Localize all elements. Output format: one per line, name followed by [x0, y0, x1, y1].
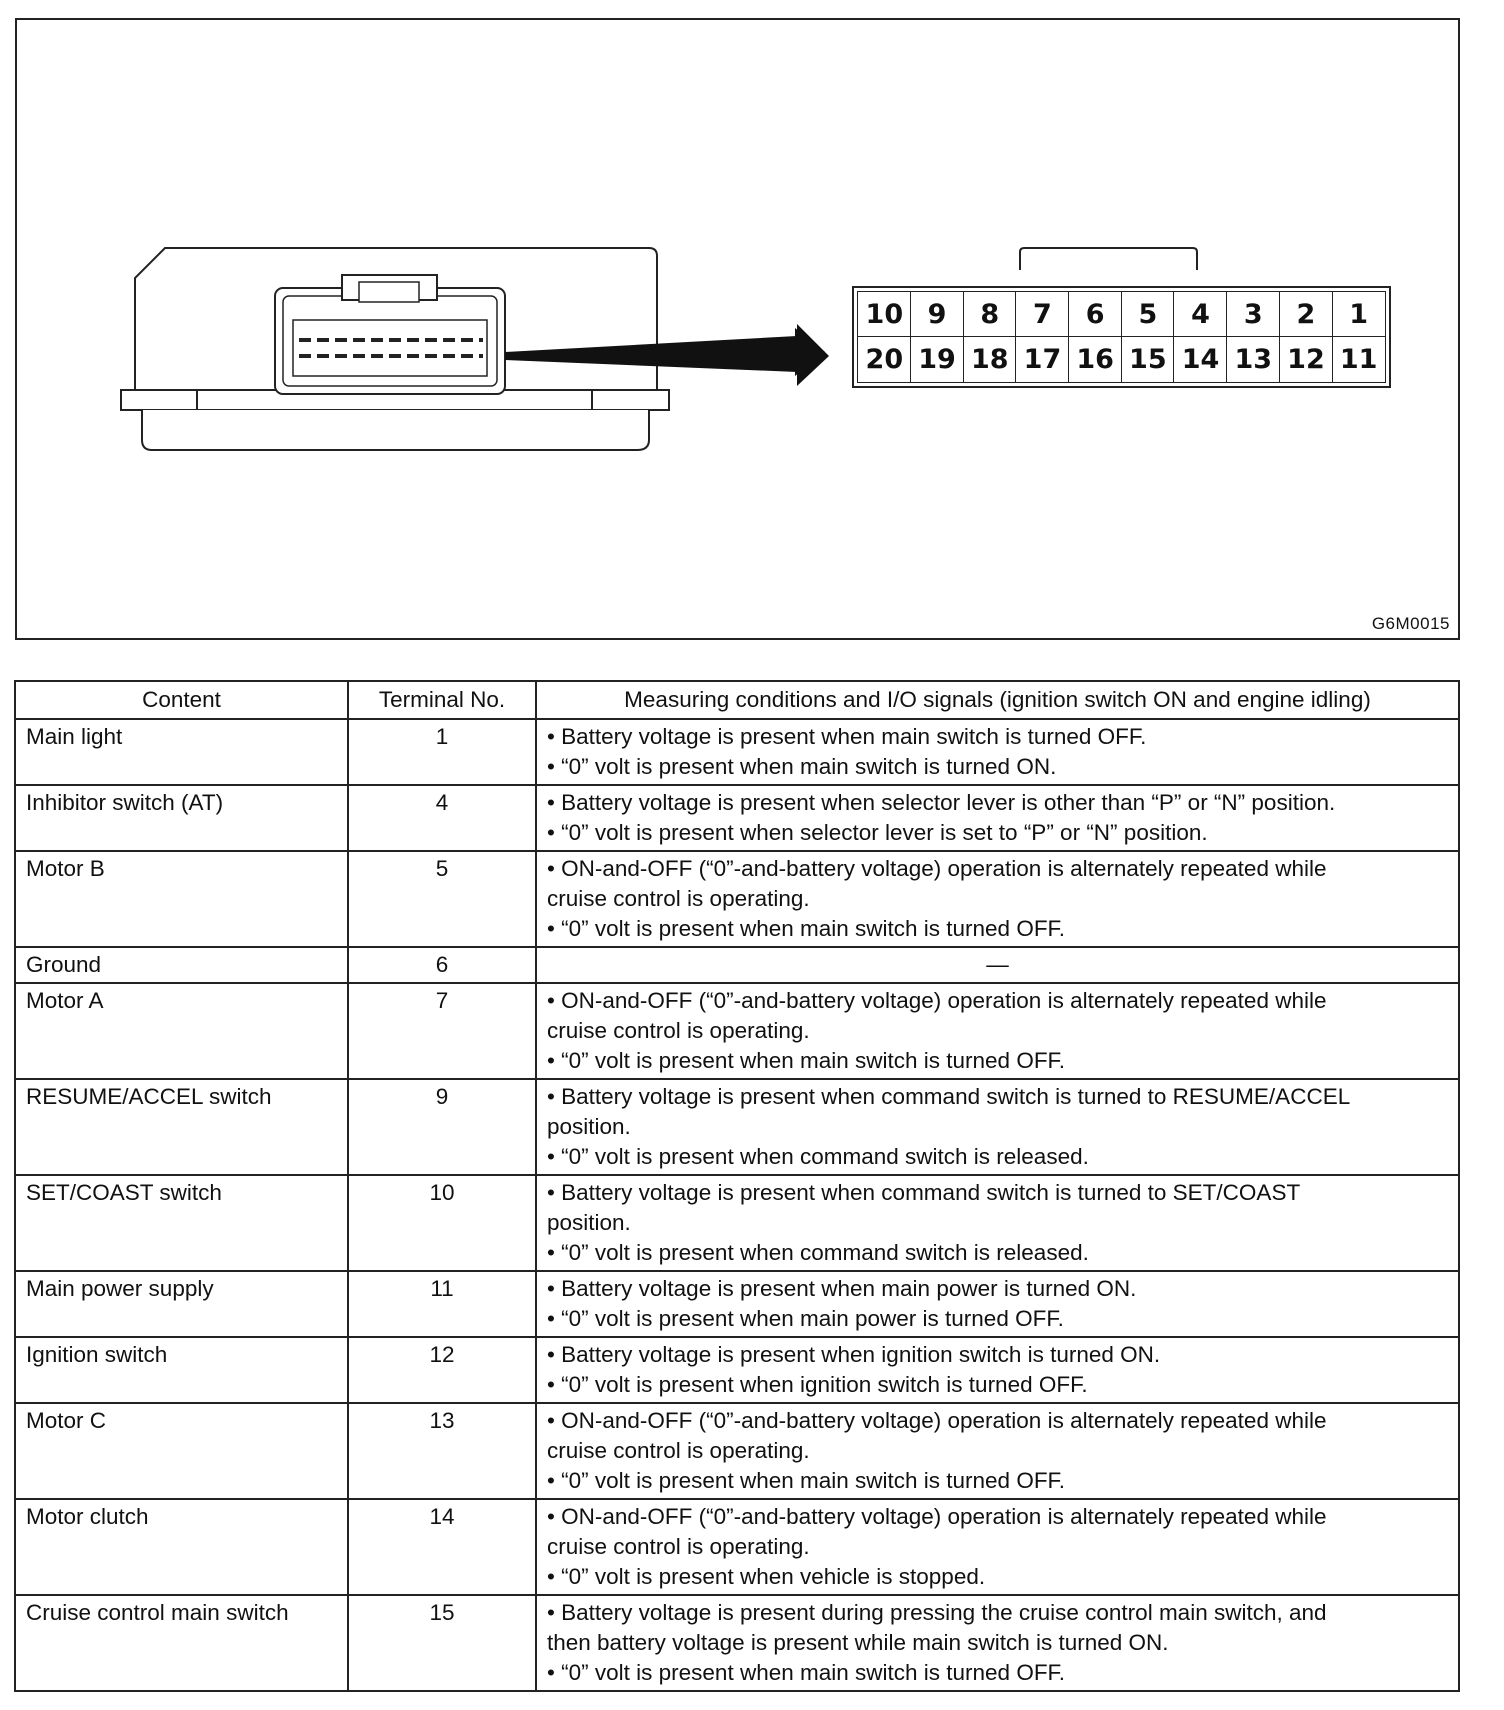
pin-cell: 8 — [963, 291, 1017, 338]
measuring-line: • ON-and-OFF (“0”-and-battery voltage) operation is alternately repeated while — [547, 1408, 1327, 1433]
pin-cell: 5 — [1121, 291, 1175, 338]
content-cell: Motor clutch — [15, 1499, 348, 1595]
pin-cell: 7 — [1015, 291, 1069, 338]
measuring-cell — [536, 1175, 1459, 1271]
table-row — [15, 1499, 1459, 1595]
pin-cell: 10 — [857, 291, 911, 338]
measuring-line: • “0” volt is present when main switch is turned OFF. — [547, 1048, 1066, 1073]
measuring-line: • “0” volt is present when main switch is turned OFF. — [547, 1660, 1066, 1685]
measuring-line: • “0” volt is present when main switch is turned OFF. — [547, 1468, 1066, 1493]
content-cell: Cruise control main switch — [15, 1595, 348, 1691]
content-cell: Inhibitor switch (AT) — [15, 785, 348, 851]
terminal-table — [14, 680, 1460, 1692]
pin-cell: 19 — [910, 336, 964, 383]
table-row — [15, 1175, 1459, 1271]
pin-cell: 3 — [1226, 291, 1280, 338]
terminal-cell: 4 — [348, 785, 536, 851]
table-row — [15, 851, 1459, 947]
terminal-cell: 7 — [348, 983, 536, 1079]
measuring-line: • “0” volt is present when main switch is turned OFF. — [547, 916, 1066, 941]
pin-cell: 12 — [1279, 336, 1333, 383]
terminal-cell: 15 — [348, 1595, 536, 1691]
content-cell: Motor B — [15, 851, 348, 947]
terminal-cell: 12 — [348, 1337, 536, 1403]
header-content: Content — [15, 681, 348, 719]
table-row — [15, 947, 1459, 983]
pin-cell: 2 — [1279, 291, 1333, 338]
measuring-cell — [536, 947, 1459, 983]
measuring-line: • “0” volt is present when ignition switch is turned OFF. — [547, 1372, 1088, 1397]
content-cell: Ground — [15, 947, 348, 983]
figure-id: G6M0015 — [1371, 614, 1450, 633]
table-row — [15, 785, 1459, 851]
measuring-line: • Battery voltage is present when ignition switch is turned ON. — [547, 1342, 1161, 1367]
content-cell: Motor A — [15, 983, 348, 1079]
measuring-line: • “0” volt is present when selector lever is set to “P” or “N” position. — [547, 820, 1208, 845]
content-cell: Ignition switch — [15, 1337, 348, 1403]
table-row — [15, 719, 1459, 785]
measuring-line: • Battery voltage is present when command switch is turned to RESUME/ACCEL — [547, 1084, 1351, 1109]
header-terminal: Terminal No. — [348, 681, 536, 719]
terminal-cell: 5 — [348, 851, 536, 947]
measuring-line: • Battery voltage is present during pressing the cruise control main switch, and — [547, 1600, 1327, 1625]
pin-cell: 4 — [1173, 291, 1227, 338]
pin-cell: 20 — [857, 336, 911, 383]
pin-cell: 17 — [1015, 336, 1069, 383]
measuring-cell — [536, 983, 1459, 1079]
measuring-line: cruise control is operating. — [547, 1534, 810, 1559]
pin-cell: 9 — [910, 291, 964, 338]
connector-pin-grid — [852, 286, 1391, 388]
measuring-line: • “0” volt is present when vehicle is stopped. — [547, 1564, 986, 1589]
measuring-line: • “0” volt is present when command switch is released. — [547, 1144, 1089, 1169]
pin-cell: 14 — [1173, 336, 1227, 383]
measuring-line: • ON-and-OFF (“0”-and-battery voltage) operation is alternately repeated while — [547, 856, 1327, 881]
measuring-line: position. — [547, 1114, 631, 1139]
pin-cell: 16 — [1068, 336, 1122, 383]
terminal-cell: 9 — [348, 1079, 536, 1175]
pin-cell: 13 — [1226, 336, 1280, 383]
measuring-cell — [536, 1271, 1459, 1337]
measuring-line: cruise control is operating. — [547, 886, 810, 911]
table-row — [15, 1079, 1459, 1175]
measuring-cell — [536, 1337, 1459, 1403]
pin-cell: 6 — [1068, 291, 1122, 338]
measuring-line: position. — [547, 1210, 631, 1235]
content-cell: Motor C — [15, 1403, 348, 1499]
measuring-cell — [536, 851, 1459, 947]
measuring-line: • “0” volt is present when main power is turned OFF. — [547, 1306, 1064, 1331]
measuring-line: cruise control is operating. — [547, 1438, 810, 1463]
measuring-line: • Battery voltage is present when main power is turned ON. — [547, 1276, 1137, 1301]
terminal-cell: 10 — [348, 1175, 536, 1271]
table-row — [15, 1403, 1459, 1499]
measuring-line: then battery voltage is present while main switch is turned ON. — [547, 1630, 1169, 1655]
terminal-cell: 14 — [348, 1499, 536, 1595]
pin-cell: 1 — [1332, 291, 1386, 338]
measuring-line: • Battery voltage is present when command switch is turned to SET/COAST — [547, 1180, 1301, 1205]
terminal-cell: 6 — [348, 947, 536, 983]
table-row — [15, 983, 1459, 1079]
header-measuring: Measuring conditions and I/O signals (ignition switch ON and engine idling) — [536, 681, 1459, 719]
measuring-line: • Battery voltage is present when main switch is turned OFF. — [547, 724, 1147, 749]
measuring-line: cruise control is operating. — [547, 1018, 810, 1043]
measuring-line: • “0” volt is present when command switch is released. — [547, 1240, 1089, 1265]
measuring-cell — [536, 1499, 1459, 1595]
terminal-cell: 1 — [348, 719, 536, 785]
table-row — [15, 1595, 1459, 1691]
terminal-cell: 13 — [348, 1403, 536, 1499]
table-row — [15, 1337, 1459, 1403]
measuring-line: • ON-and-OFF (“0”-and-battery voltage) operation is alternately repeated while — [547, 1504, 1327, 1529]
table-row — [15, 1271, 1459, 1337]
measuring-line: • “0” volt is present when main switch is turned ON. — [547, 754, 1057, 779]
measuring-cell — [536, 1595, 1459, 1691]
measuring-line: • ON-and-OFF (“0”-and-battery voltage) operation is alternately repeated while — [547, 988, 1327, 1013]
measuring-line: • Battery voltage is present when selector lever is other than “P” or “N” position. — [547, 790, 1336, 815]
measuring-cell — [536, 1079, 1459, 1175]
content-cell: Main power supply — [15, 1271, 348, 1337]
terminal-cell: 11 — [348, 1271, 536, 1337]
table-header-row — [15, 681, 1459, 719]
content-cell: RESUME/ACCEL switch — [15, 1079, 348, 1175]
pin-cell: 15 — [1121, 336, 1175, 383]
measuring-cell — [536, 785, 1459, 851]
content-cell: Main light — [15, 719, 348, 785]
pin-cell: 18 — [963, 336, 1017, 383]
measuring-cell — [536, 1403, 1459, 1499]
measuring-line: — — [986, 952, 1009, 977]
measuring-cell — [536, 719, 1459, 785]
connector-figure — [15, 18, 1460, 640]
pin-cell: 11 — [1332, 336, 1386, 383]
content-cell: SET/COAST switch — [15, 1175, 348, 1271]
